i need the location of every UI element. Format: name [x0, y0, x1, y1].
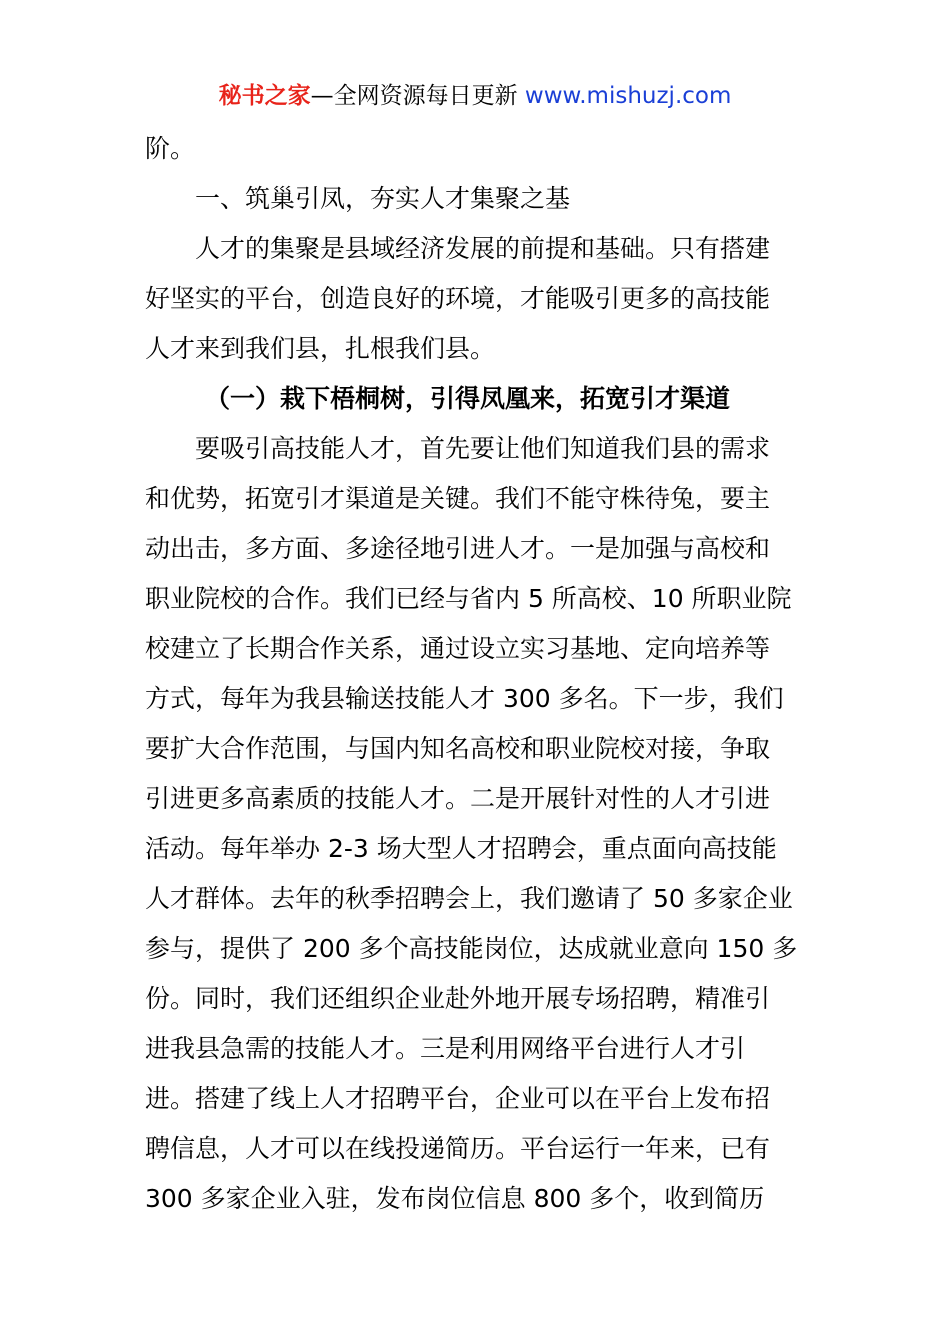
- text-line: 进我县急需的技能人才。三是利用网络平台进行人才引: [145, 1034, 746, 1063]
- text-line: 人才的集聚是县域经济发展的前提和基础。只有搭建: [195, 234, 771, 263]
- text-line: 人才来到我们县，扎根我们县。: [145, 334, 496, 363]
- text-line: 校建立了长期合作关系，通过设立实习基地、定向培养等: [145, 634, 771, 663]
- text-line: 活动。每年举办 2-3 场大型人才招聘会，重点面向高技能: [145, 834, 777, 863]
- site-url[interactable]: www.mishuzj.com: [524, 83, 732, 109]
- text-line: 职业院校的合作。我们已经与省内 5 所高校、10 所职业院: [145, 584, 792, 613]
- text-line: 聘信息，人才可以在线投递简历。平台运行一年来，已有: [145, 1134, 771, 1163]
- subsection-heading: （一）栽下梧桐树，引得凤凰来，拓宽引才渠道: [205, 384, 731, 413]
- site-header: [0, 80, 950, 112]
- text-line: 好坚实的平台，创造良好的环境，才能吸引更多的高技能: [145, 284, 771, 313]
- brand-name: 秘书之家: [218, 83, 311, 109]
- text-line: 引进更多高素质的技能人才。二是开展针对性的人才引进: [145, 784, 771, 813]
- header-tagline: —全网资源每日更新: [310, 83, 518, 109]
- text-line: 动出击，多方面、多途径地引进人才。一是加强与高校和: [145, 534, 771, 563]
- text-line: 方式，每年为我县输送技能人才 300 多名。下一步，我们: [145, 684, 784, 713]
- section-heading: 一、筑巢引凤，夯实人才集聚之基: [195, 184, 571, 213]
- text-line: 进。搭建了线上人才招聘平台，企业可以在平台上发布招: [145, 1084, 771, 1113]
- text-line: 和优势，拓宽引才渠道是关键。我们不能守株待兔，要主: [145, 484, 771, 513]
- text-line: 300 多家企业入驻，发布岗位信息 800 多个，收到简历: [145, 1184, 765, 1213]
- text-line: 份。同时，我们还组织企业赴外地开展专场招聘，精准引: [145, 984, 771, 1013]
- text-line: 要扩大合作范围，与国内知名高校和职业院校对接，争取: [145, 734, 771, 763]
- text-line: 参与，提供了 200 多个高技能岗位，达成就业意向 150 多: [145, 934, 798, 963]
- text-line: 要吸引高技能人才，首先要让他们知道我们县的需求: [195, 434, 771, 463]
- text-line: 人才群体。去年的秋季招聘会上，我们邀请了 50 多家企业: [145, 884, 793, 913]
- text-line: 阶。: [145, 134, 196, 163]
- document-body: [145, 124, 809, 1224]
